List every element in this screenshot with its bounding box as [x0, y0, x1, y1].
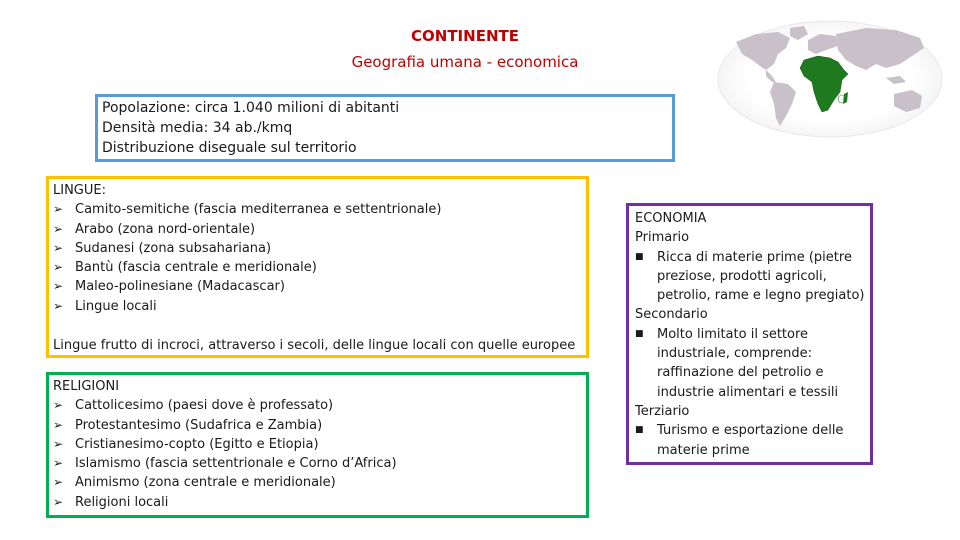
- religion-item: Cristianesimo-copto (Egitto e Etiopia): [75, 436, 319, 452]
- arrow-bullet-icon: ➢: [53, 436, 64, 451]
- religion-item: Animismo (zona centrale e meridionale): [75, 475, 336, 491]
- list-item: [53, 493, 586, 512]
- religion-item: Cattolicesimo (paesi dove è professato): [75, 398, 334, 414]
- primary-item: Ricca di materie prime (pietre preziose, prodotti agricoli, petrolio, rame e legno pregiato): [657, 249, 865, 304]
- list-item: [635, 248, 870, 306]
- world-map-africa-icon: [716, 20, 944, 138]
- square-bullet-icon: ■: [635, 328, 644, 339]
- page-subtitle: Geografia umana - economica: [351, 53, 579, 71]
- distribution-line: Distribuzione diseguale sul territorio: [102, 140, 357, 156]
- page-title: CONTINENTE: [411, 27, 519, 45]
- languages-heading: LINGUE:: [53, 183, 106, 198]
- arrow-bullet-icon: ➢: [53, 494, 64, 509]
- languages-note: Lingue frutto di incroci, attraverso i secoli, delle lingue locali con quelle europee: [53, 338, 576, 354]
- list-item: [53, 297, 586, 316]
- secondary-label: Secondario: [635, 307, 708, 323]
- arrow-bullet-icon: ➢: [53, 279, 64, 294]
- religion-item: Islamismo (fascia settentrionale e Corno d’Africa): [75, 456, 397, 472]
- density-line: Densità media: 34 ab./kmq: [102, 120, 293, 136]
- arrow-bullet-icon: ➢: [53, 475, 64, 490]
- arrow-bullet-icon: ➢: [53, 240, 64, 255]
- language-item: Lingue locali: [75, 298, 157, 314]
- language-item: Bantù (fascia centrale e meridionale): [75, 260, 317, 276]
- tertiary-label: Terziario: [635, 403, 690, 419]
- secondary-item: Molto limitato il settore industriale, comprende: raffinazione del petrolio e industrie alimentari e tessili: [657, 326, 839, 400]
- arrow-bullet-icon: ➢: [53, 202, 64, 217]
- list-item: [635, 325, 870, 402]
- language-item: Sudanesi (zona subsahariana): [75, 240, 272, 256]
- list-item: [53, 277, 586, 296]
- arrow-bullet-icon: ➢: [53, 417, 64, 432]
- population-box: [95, 94, 675, 162]
- list-item: [53, 258, 586, 277]
- languages-box: [46, 176, 589, 358]
- arrow-bullet-icon: ➢: [53, 221, 64, 236]
- tertiary-item: Turismo e esportazione delle materie prime: [657, 423, 844, 458]
- arrow-bullet-icon: ➢: [53, 398, 64, 413]
- list-item: [53, 220, 586, 239]
- list-item: [53, 396, 586, 415]
- religions-box: [46, 372, 589, 518]
- religions-heading: RELIGIONI: [53, 379, 120, 394]
- list-item: [53, 473, 586, 492]
- square-bullet-icon: ■: [635, 251, 644, 262]
- economy-heading: ECONOMIA: [635, 211, 707, 226]
- language-item: Arabo (zona nord-orientale): [75, 221, 256, 237]
- language-item: Maleo-polinesiane (Madacascar): [75, 279, 285, 295]
- list-item: [53, 239, 586, 258]
- list-item: [53, 435, 586, 454]
- arrow-bullet-icon: ➢: [53, 298, 64, 313]
- arrow-bullet-icon: ➢: [53, 456, 64, 471]
- religion-item: Religioni locali: [75, 494, 169, 510]
- language-item: Camito-semitiche (fascia mediterranea e settentrionale): [75, 202, 442, 218]
- arrow-bullet-icon: ➢: [53, 260, 64, 275]
- list-item: [53, 200, 586, 219]
- list-item: [635, 421, 870, 460]
- religion-item: Protestantesimo (Sudafrica e Zambia): [75, 417, 323, 433]
- list-item: [53, 454, 586, 473]
- list-item: [53, 416, 586, 435]
- square-bullet-icon: ■: [635, 425, 644, 436]
- primary-label: Primario: [635, 230, 690, 246]
- population-line: Popolazione: circa 1.040 milioni di abitanti: [102, 100, 400, 116]
- economy-box: [626, 203, 873, 465]
